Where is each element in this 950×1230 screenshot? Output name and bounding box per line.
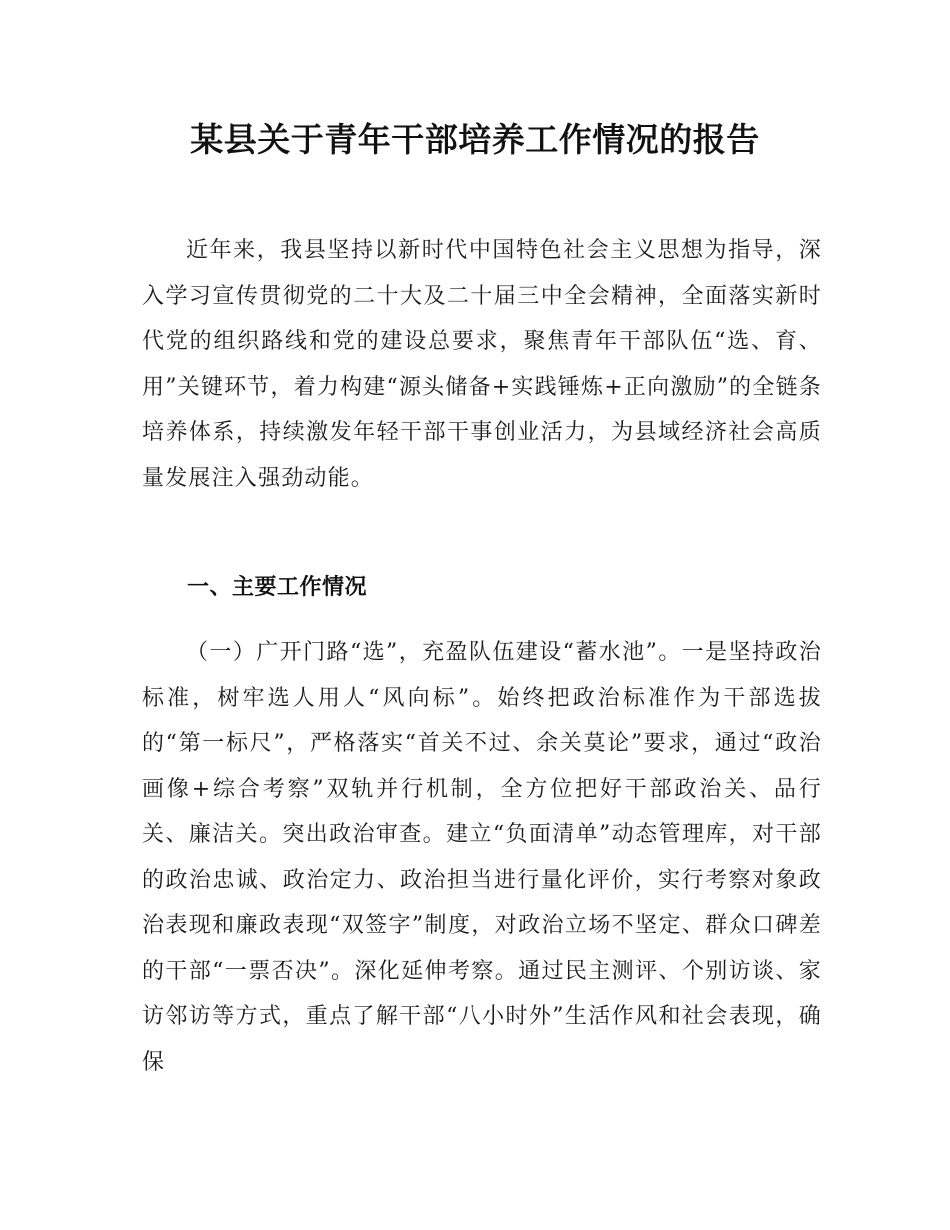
intro-paragraph: 近年来，我县坚持以新时代中国特色社会主义思想为指导，深入学习宣传贯彻党的二十大及二十届三中全会精神，全面落实新时代党的组织路线和党的建设总要求，聚焦青年干部队伍“选、育、用”关键环节，着力构建“源头储备+实践锤炼+正向激励”的全链条培养体系，持续激发年轻干部干事创业活力，为县域经济社会高质量发展注入强劲动能。 [142,238,822,491]
section-heading: 一、主要工作情况 [187,575,368,600]
document-title: 某县关于青年干部培养工作情况的报告 [190,120,760,159]
section-body [142,630,822,1085]
intro-block [142,228,822,501]
section-paragraph: （一）广开门路“选”，充盈队伍建设“蓄水池”。一是坚持政治标准，树牢选人用人“风向标”。始终把政治标准作为干部选拔的“第一标尺”，严格落实“首关不过、余关莫论”要求，通过“政治画像+综合考察”双轨并行机制，全方位把好干部政治关、品行关、廉洁关。突出政治审查。建立“负面清单”动态管理库，对干部的政治忠诚、政治定力、政治担当进行量化评价，实行考察对象政治表现和廉政表现“双签字”制度，对政治立场不坚定、群众口碑差的干部“一票否决”。深化延伸考察。通过民主测评、个别访谈、家访邻访等方式，重点了解干部“八小时外”生活作风和社会表现，确保 [142,640,822,1075]
